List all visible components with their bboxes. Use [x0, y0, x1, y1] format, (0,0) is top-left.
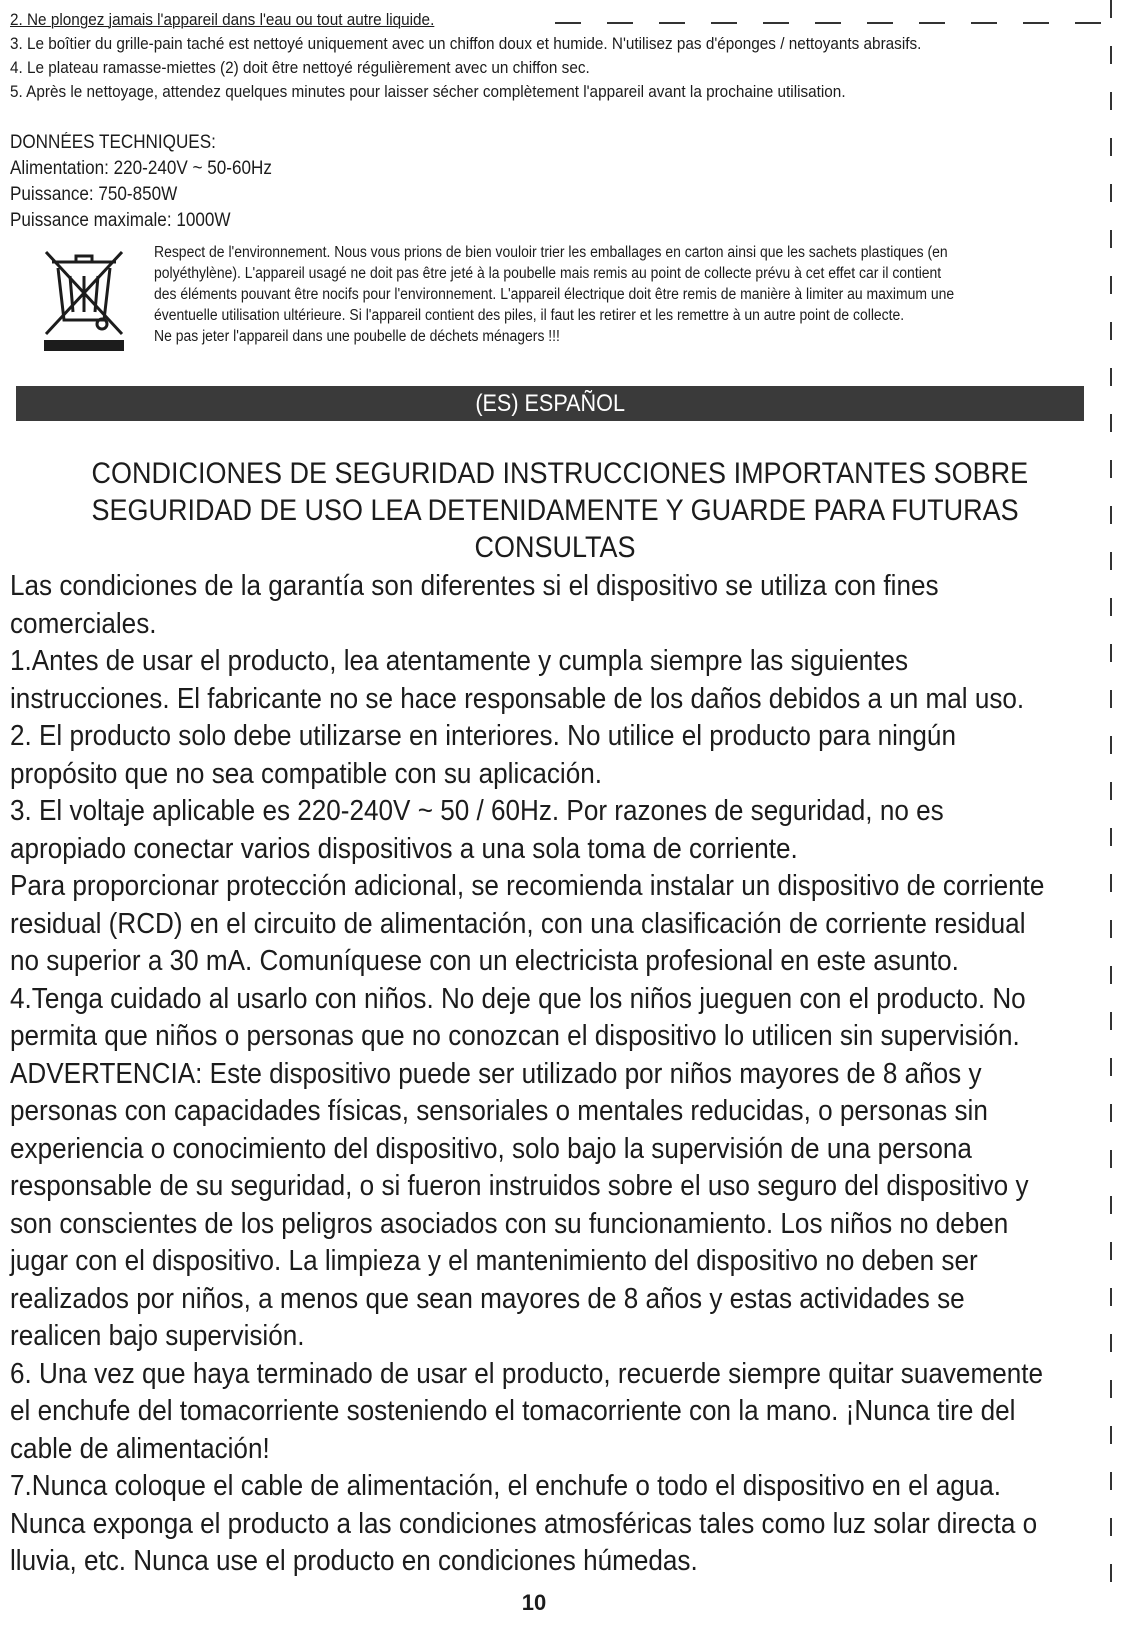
technical-data-line: Puissance: 750-850W [10, 184, 178, 205]
section-header-spanish [16, 386, 1084, 421]
body-line: comerciales. [10, 607, 157, 640]
body-line: responsable de su seguridad, o si fueron instruidos sobre el uso seguro del dispositivo y [10, 1170, 1029, 1202]
technical-data [10, 130, 370, 234]
body-line: 4.Tenga cuidado al usarlo con niños. No deje que los niños jueguen con el producto. No [10, 982, 1026, 1015]
body-line: instrucciones. El fabricante no se hace responsable de los daños debidos a un mal uso. [10, 682, 1025, 715]
body-line: el enchufe del tomacorriente sosteniendo el tomacorriente con la mano. ¡Nunca tire del [10, 1395, 1016, 1427]
environment-line: Ne pas jeter l'appareil dans une poubelle de déchets ménagers !!! [154, 328, 560, 345]
spanish-body [10, 568, 1090, 1581]
technical-data-line: Alimentation: 220-240V ~ 50-60Hz [10, 158, 272, 179]
body-line: son conscientes de los peligros asociados con su funcionamiento. Los niños no deben [10, 1207, 1009, 1240]
body-line: realizados por niños, a menos que sean mayores de 8 años y estas actividades se [10, 1282, 965, 1315]
section-title: (ES) ESPAÑOL [475, 389, 625, 417]
environment-line: éventuelle utilisation ultérieure. Si l'appareil contient des piles, il faut les retirer et les remettre à un autre point de collecte. [154, 307, 905, 324]
heading-line: CONDICIONES DE SEGURIDAD INSTRUCCIONES IMPORTANTES SOBRE [91, 457, 1029, 490]
body-line: 6. Una vez que haya terminado de usar el producto, recuerde siempre quitar suavemente [10, 1357, 1043, 1390]
list-item: 4. Le plateau ramasse-miettes (2) doit être nettoyé régulièrement avec un chiffon sec. [10, 58, 590, 77]
french-maintenance-list [10, 8, 991, 104]
body-line: realicen bajo supervisión. [10, 1320, 305, 1352]
body-line: experiencia o conocimiento del dispositivo, solo bajo la supervisión de una persona [10, 1132, 972, 1165]
list-item: 5. Après le nettoyage, attendez quelques minutes pour laisser sécher complètement l'appareil avant la prochaine utilisation. [10, 82, 846, 101]
body-line: 3. El voltaje aplicable es 220-240V ~ 50 / 60Hz. Por razones de seguridad, no es [10, 795, 944, 827]
environment-line: polyéthylène). L'appareil usagé ne doit pas être jeté à la poubelle mais remis au point de collecte prévu à cet effet car il contient [154, 265, 942, 282]
technical-data-title: DONNÉES TECHNIQUES: [10, 132, 216, 153]
page-number: 10 [521, 1590, 547, 1615]
body-line: apropiado conectar varios dispositivos a una sola toma de corriente. [10, 832, 798, 865]
body-line: ADVERTENCIA: Este dispositivo puede ser utilizado por niños mayores de 8 años y [10, 1057, 982, 1090]
body-line: 1.Antes de usar el producto, lea atentamente y cumpla siempre las siguientes [10, 645, 909, 677]
body-line: lluvia, etc. Nunca use el producto en condiciones húmedas. [10, 1545, 698, 1577]
list-item: 2. Ne plongez jamais l'appareil dans l'eau ou tout autre liquide. [10, 10, 435, 29]
environment-line: Respect de l'environnement. Nous vous prions de bien vouloir trier les emballages en carton ainsi que les sachets plastiques (en [154, 244, 948, 261]
body-line: Nunca exponga el producto a las condiciones atmosféricas tales como luz solar directa o [10, 1507, 1038, 1540]
cut-guide-right [1110, 0, 1112, 1600]
environment-notice [154, 242, 1099, 347]
environment-line: des éléments pouvant être nocifs pour l'environnement. L'appareil électrique doit être remis de manière à limiter au maximum une [154, 286, 955, 303]
technical-data-line: Puissance maximale: 1000W [10, 210, 231, 231]
crossed-out-wheelie-bin-icon [40, 248, 128, 353]
body-line: cable de alimentación! [10, 1432, 270, 1465]
body-line: Las condiciones de la garantía son diferentes si el dispositivo se utiliza con fines [10, 570, 939, 602]
body-line: no superior a 30 mA. Comuníquese con un electricista profesional en este asunto. [10, 945, 959, 977]
spanish-heading [40, 455, 1070, 566]
heading-line: CONSULTAS [474, 531, 636, 564]
body-line: residual (RCD) en el circuito de alimentación, con una clasificación de corriente residual [10, 907, 1026, 940]
body-line: jugar con el dispositivo. La limpieza y el mantenimiento del dispositivo no deben ser [10, 1245, 978, 1277]
body-line: personas con capacidades físicas, sensoriales o mentales reducidas, o personas sin [10, 1095, 988, 1127]
body-line: Para proporcionar protección adicional, se recomienda instalar un dispositivo de corriente [10, 870, 1045, 902]
heading-line: SEGURIDAD DE USO LEA DETENIDAMENTE Y GUARDE PARA FUTURAS [91, 494, 1019, 527]
body-line: 2. El producto solo debe utilizarse en interiores. No utilice el producto para ningún [10, 720, 956, 752]
body-line: permita que niños o personas que no conozcan el dispositivo lo utilicen sin supervisión. [10, 1020, 1020, 1052]
list-item: 3. Le boîtier du grille-pain taché est nettoyé uniquement avec un chiffon doux et humide. N'utilisez pas d'éponges / nettoyants abrasifs. [10, 34, 922, 53]
body-line: 7.Nunca coloque el cable de alimentación, el enchufe o todo el dispositivo en el agua. [10, 1470, 1002, 1502]
body-line: propósito que no sea compatible con su aplicación. [10, 757, 602, 790]
